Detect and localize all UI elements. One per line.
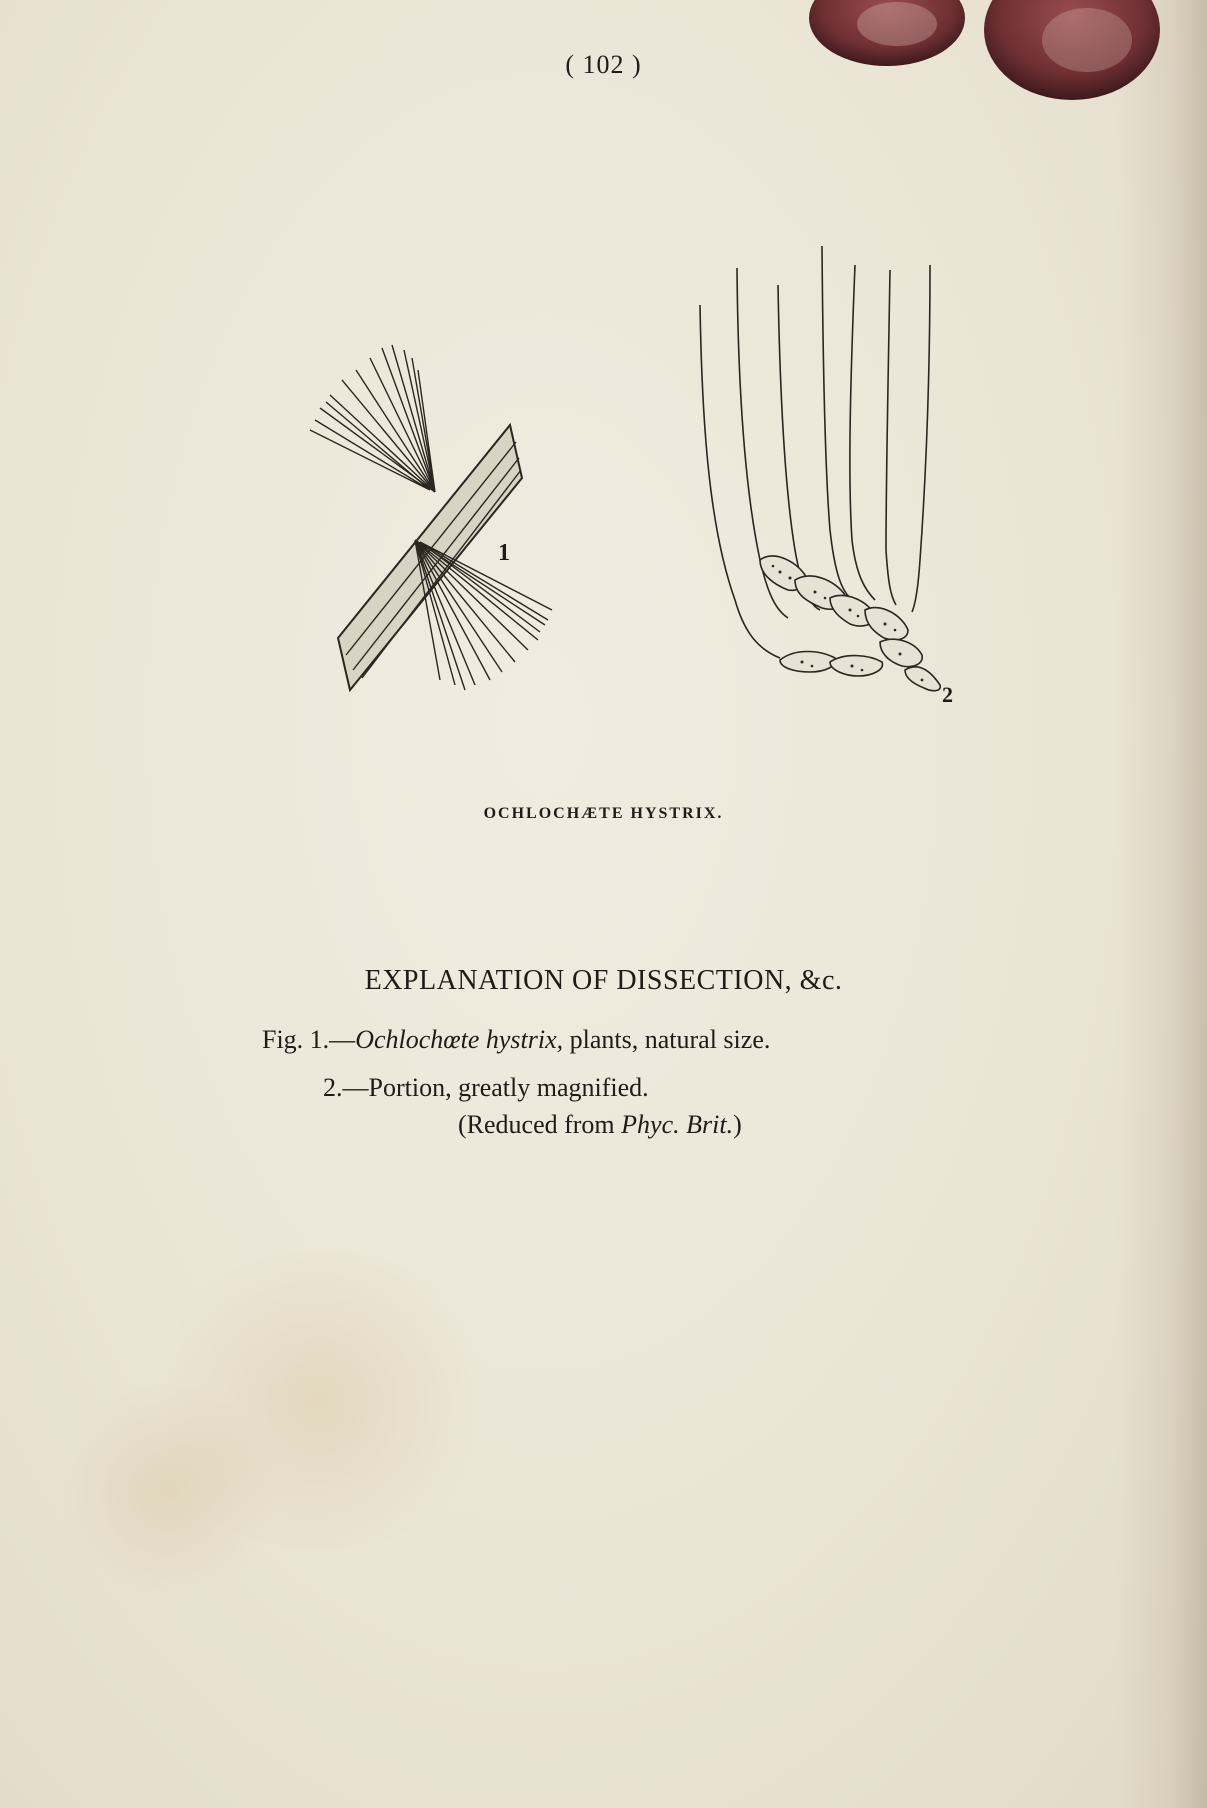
botanical-plate (290, 230, 990, 790)
source-note-close: ) (733, 1110, 742, 1139)
source-note (458, 1110, 742, 1140)
paper-stain (60, 1380, 280, 1600)
fig-1-description (262, 1025, 770, 1055)
plate-caption: OCHLOCHÆTE HYSTRIX. (483, 805, 724, 822)
page-number: ( 102 ) (565, 50, 642, 79)
source-note-open: (Reduced from (458, 1110, 622, 1139)
figure-1-label: 1 (498, 540, 510, 566)
figure-2-label: 2 (942, 682, 953, 707)
species-name: Ochlochœte hystrix, (355, 1025, 564, 1054)
fig-1-prefix: Fig. 1.— (262, 1025, 356, 1054)
fig-2-description: 2.—Portion, greatly magnified. (323, 1073, 649, 1102)
figure-2-drawing (700, 246, 940, 691)
fig-1-text: plants, natural size. (563, 1025, 771, 1054)
explanation-heading: EXPLANATION OF DISSECTION, &c. (364, 965, 843, 996)
page-edge-shadow (1117, 0, 1207, 1808)
figure-1-drawing (310, 345, 552, 690)
plant-illustration (290, 230, 990, 790)
source-title: Phyc. Brit. (621, 1110, 734, 1139)
